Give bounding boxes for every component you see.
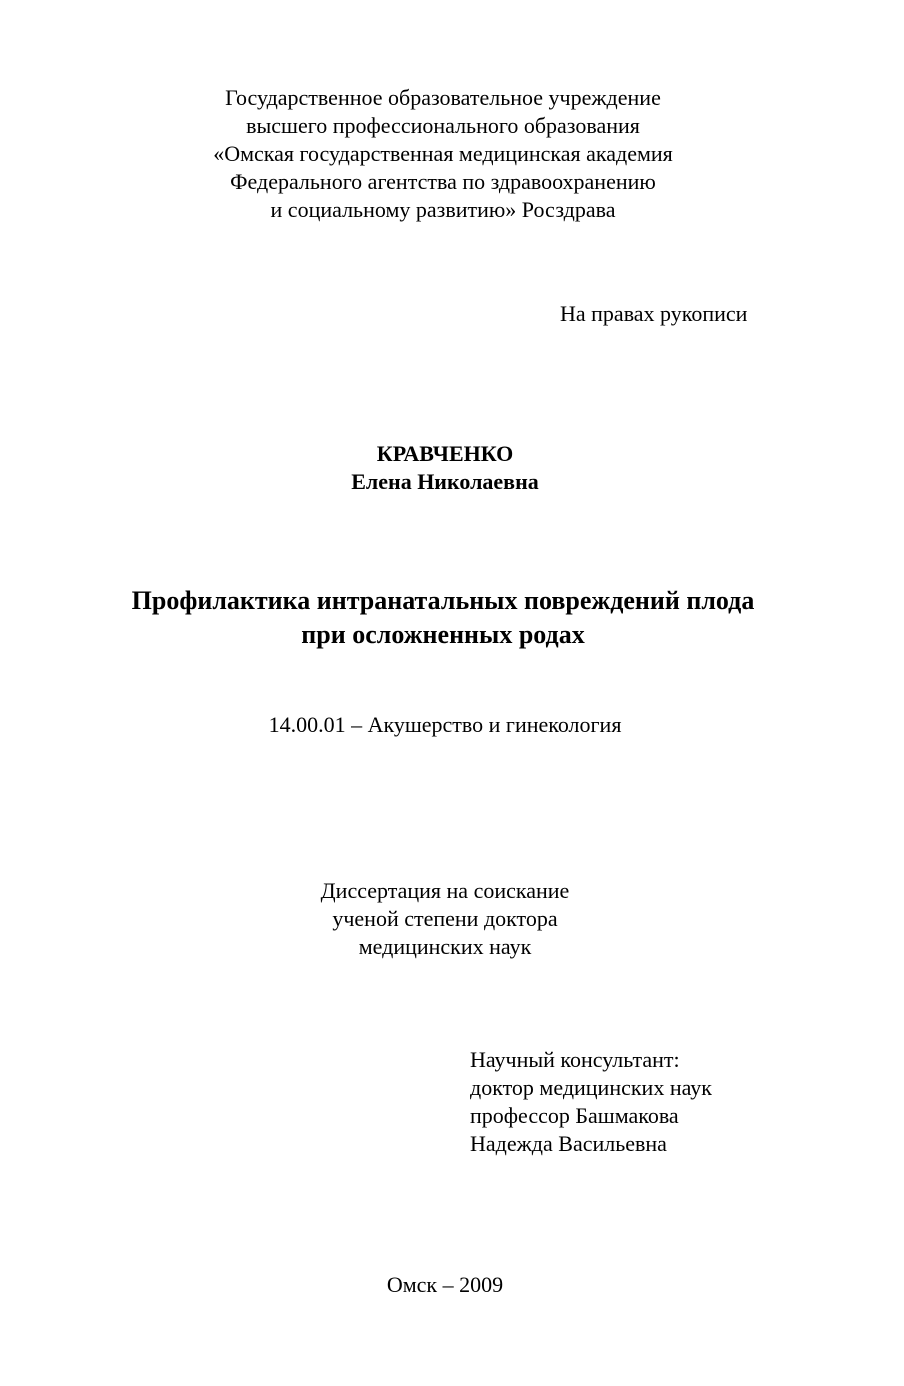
- scientific-consultant: [470, 1046, 890, 1158]
- author-surname: КРАВЧЕНКО: [376, 441, 514, 466]
- author-given-names: Елена Николаевна: [351, 469, 539, 494]
- title-line: Профилактика интранатальных повреждений плода: [131, 586, 755, 615]
- institution-header: [0, 84, 886, 224]
- institution-line: высшего профессионального образования: [246, 113, 640, 138]
- degree-statement: [0, 877, 890, 961]
- institution-line: и социальному развитию» Росздрава: [270, 197, 616, 222]
- specialty-code: 14.00.01 – Акушерство и гинекология: [268, 712, 622, 737]
- institution-line: «Омская государственная медицинская академия: [213, 141, 673, 166]
- consultant-line: Научный консультант:: [470, 1047, 680, 1072]
- dissertation-title: [0, 584, 886, 652]
- institution-line: Государственное образовательное учреждение: [225, 85, 661, 110]
- consultant-line: доктор медицинских наук: [470, 1075, 712, 1100]
- degree-line: Диссертация на соискание: [320, 878, 570, 903]
- consultant-line: Надежда Васильевна: [470, 1131, 667, 1156]
- city-year: Омск – 2009: [386, 1272, 504, 1297]
- institution-line: Федерального агентства по здравоохранению: [230, 169, 656, 194]
- manuscript-note: На правах рукописи: [560, 301, 748, 326]
- author-block: [0, 440, 890, 496]
- title-line: при осложненных родах: [301, 620, 585, 649]
- consultant-line: профессор Башмакова: [470, 1103, 679, 1128]
- degree-line: медицинских наук: [358, 934, 532, 959]
- degree-line: ученой степени доктора: [332, 906, 558, 931]
